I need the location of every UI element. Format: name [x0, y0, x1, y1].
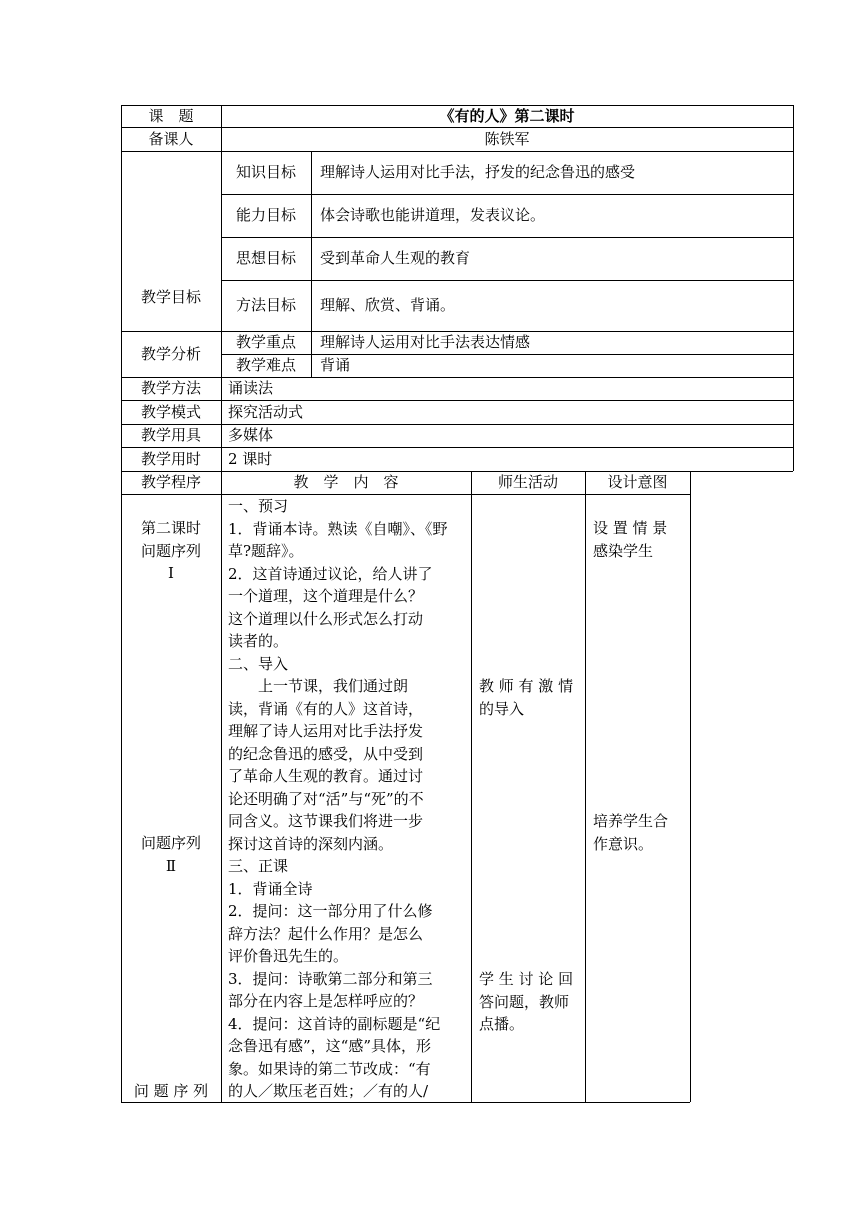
- activity-line: 学 生 讨 论 回: [479, 970, 574, 988]
- content-line: 了革命人生观的教育。通过讨: [228, 767, 424, 785]
- content-line: 评价鲁迅先生的。: [228, 947, 349, 965]
- sequence-line: 问题序列: [140, 541, 201, 560]
- content-line: 2．提问：这一部分用了什么修: [228, 902, 433, 920]
- sequence-2: [121, 832, 221, 877]
- content-line: 一个道理，这个道理是什么？: [228, 587, 424, 605]
- content-line: 的人／欺压老百姓；／有的人/: [228, 1082, 429, 1100]
- teaching-content: [228, 495, 468, 1103]
- sequence-line: 第二课时: [140, 519, 201, 537]
- content-line: 探讨这首诗的深刻内涵。: [228, 834, 394, 853]
- content-line: 4．提问：这首诗的副标题是“纪: [228, 1014, 441, 1033]
- procedure-col-header: 师生活动: [497, 473, 558, 491]
- procedure-col-header: 设计意图: [607, 473, 668, 491]
- content-line: 一、预习: [228, 497, 289, 515]
- objective-name: 知识目标: [235, 163, 296, 181]
- objective-text: 理解诗人运用对比手法，抒发的纪念鲁迅的感受: [320, 163, 636, 181]
- content-line: 这个道理以什么形式怎么打动: [228, 609, 424, 628]
- activity-line: 教 师 有 激 情: [479, 677, 574, 695]
- info-value: 诵读法: [228, 379, 274, 397]
- topic-label: 课 题: [148, 106, 194, 125]
- content-line: 念鲁迅有感”，这“感”具体，形: [228, 1037, 432, 1055]
- intent-1: [593, 517, 689, 562]
- content-line: 草?题辞》。: [228, 542, 304, 560]
- preparer-label: 备课人: [148, 129, 194, 148]
- analysis-text: 背诵: [320, 356, 351, 374]
- objectives-label: 教学目标: [140, 288, 201, 306]
- content-line: 2．这首诗通过议论，给人讲了: [228, 564, 433, 583]
- content-line: 的纪念鲁迅的感受，从中受到: [228, 744, 424, 763]
- sequence-line: Ⅱ: [165, 856, 177, 875]
- content-line: 3．提问：诗歌第二部分和第三: [228, 969, 433, 988]
- content-line: 理解了诗人运用对比手法抒发: [228, 722, 424, 740]
- content-line: 同含义。这节课我们将进一步: [228, 812, 424, 830]
- intent-line: 设 置 情 景: [593, 519, 668, 537]
- intent-line: 感染学生: [593, 541, 654, 560]
- content-line: 象。如果诗的第二节改成：“有: [228, 1059, 431, 1078]
- activity-line: 的导入: [479, 699, 525, 718]
- sequence-1: [121, 517, 221, 585]
- procedure-col-header: 教学程序: [140, 473, 201, 491]
- activity-2: [479, 968, 583, 1036]
- activity-1: [479, 675, 583, 720]
- sequence-3: 问 题 序 列: [133, 1082, 209, 1100]
- info-label: 教学方法: [140, 379, 201, 397]
- preparer-value: 陈铁军: [484, 129, 530, 148]
- sequence-line: 问题序列: [140, 834, 201, 852]
- content-line: 二、导入: [228, 654, 289, 673]
- analysis-text: 理解诗人运用对比手法表达情感: [320, 333, 531, 351]
- objective-name: 思想目标: [235, 249, 296, 267]
- analysis-label: 教学分析: [140, 344, 201, 363]
- content-line: 部分在内容上是怎样呼应的？: [228, 992, 424, 1010]
- topic-value: 《有的人》第二课时: [439, 106, 575, 125]
- activity-line: 点播。: [479, 1015, 525, 1033]
- intent-line: 作意识。: [593, 834, 654, 853]
- activity-line: 答问题，教师: [479, 992, 570, 1011]
- objective-text: 体会诗歌也能讲道理，发表议论。: [320, 206, 546, 224]
- objective-name: 方法目标: [235, 296, 296, 314]
- objective-name: 能力目标: [235, 206, 296, 224]
- content-line: 三、正课: [228, 857, 289, 875]
- analysis-name: 教学难点: [235, 356, 296, 374]
- objective-text: 理解、欣赏、背诵。: [320, 296, 456, 314]
- info-label: 教学模式: [140, 402, 201, 421]
- procedure-col-header: 教 学 内 容: [293, 473, 399, 491]
- info-value: 多媒体: [228, 426, 274, 444]
- info-label: 教学用具: [140, 426, 201, 444]
- content-line: 上一节课，我们通过朗: [228, 677, 409, 695]
- analysis-name: 教学重点: [235, 333, 296, 351]
- content-line: 辞方法？起什么作用？是怎么: [228, 924, 424, 943]
- intent-line: 培养学生合: [593, 812, 669, 830]
- content-line: 读，背诵《有的人》这首诗，: [228, 699, 424, 718]
- info-value: 探究活动式: [228, 402, 304, 421]
- sequence-line: Ⅰ: [168, 564, 174, 582]
- intent-2: [593, 810, 689, 855]
- content-line: 读者的。: [228, 632, 289, 650]
- info-value: 2 课时: [228, 449, 273, 468]
- objective-text: 受到革命人生观的教育: [320, 249, 471, 267]
- content-line: 1．背诵本诗。熟读《自嘲》、《野: [228, 519, 448, 538]
- content-line: 论还明确了对“活”与“死”的不: [228, 789, 424, 808]
- info-label: 教学用时: [140, 449, 201, 468]
- content-line: 1．背诵全诗: [228, 879, 313, 898]
